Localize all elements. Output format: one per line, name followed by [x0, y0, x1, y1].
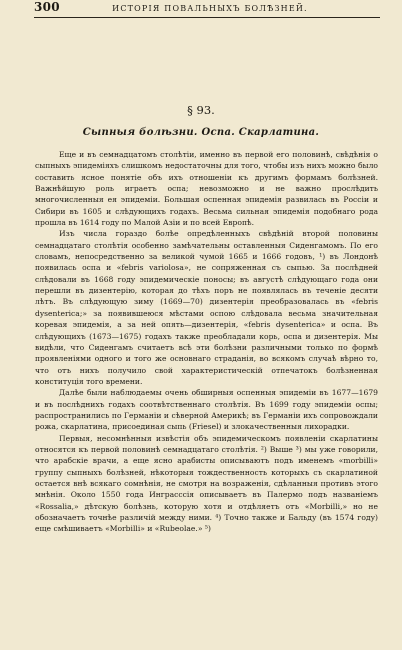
section-number: § 93. — [187, 103, 215, 117]
section-title: Сыпныя болѣзни. Оспа. Скарлатина. — [82, 127, 320, 138]
paragraph: Изъ числа гораздо болѣе опредѣленныхъ свѣдѣній второй половины семнадцатаго столѣтія особенно замѣчательны оставленныя Сиденгамомъ. По его словамъ, непосредственно за великой чумой 1665 и 1666 годовъ, ¹) въ Лондонѣ появилась оспа и «febris variolosa», не сопряженная съ сыпью. За послѣдней слѣдовали въ 1668 году эпидемическіе поносы; въ августѣ слѣдующаго года они перешли въ дизентерію, которая до тѣхъ поръ не появлялась въ теченіе десяти лѣтъ. Въ слѣдующую зиму (1669—70) дизентерія преобразовалась въ «febris dysenterica;» за появившеюся мѣстами оспою слѣдовала весьма значительная коревая эпидемія, а за ней опять—дизентерія, «febris dysenterica» и оспа. Въ слѣдующихъ (1673—1675) годахъ также преобладали корь, оспа и дизентерія. Мы видѣли, что Сиденгамъ считаетъ всѣ эти болѣзни различными только по формѣ проявленіями одного и того же основнаго страданія, во всякомъ случаѣ вѣрно то, что отъ нихъ получило свой характеристическій отпечатокъ болѣзненная конституція того времени. — [35, 229, 378, 386]
running-header — [34, 0, 380, 18]
paragraph: Еще и въ семнадцатомъ столѣтіи, именно въ первой его половинѣ, свѣдѣнія о сыпныхъ эпидеміяхъ слишкомъ недостаточны для того, чтобы изъ нихъ можно было составить ясное понятіе объ ихъ отношеніи къ другимъ формамъ болѣзней. Важнѣйшую роль играетъ оспа; невозможно и не важно прослѣдить многочисленныя ея эпидеміи. Большая оспенная эпидемія развилась въ Россіи и Сибири въ 1605 и слѣдующихъ годахъ. Весьма сильная эпидемія подобнаго рода прошла въ 1614 году по Малой Азіи и по всей Европѣ. — [35, 150, 378, 228]
running-title: ИСТОРІЯ ПОВАЛЬНЫХЪ БОЛѢЗНЕЙ. — [112, 4, 308, 13]
body-text — [35, 149, 378, 535]
paragraph: Далѣе были наблюдаемы очень обширныя оспенныя эпидеміи въ 1677—1679 и въ послѣднихъ годахъ соотвѣтственнаго столѣтія. Въ 1699 году эпидеміи оспы; распространились по Германіи и сѣверной Америкѣ; въ Германіи ихъ сопровождали рожа, скарлатина, присоединая сыпь (Friesel) и злокачественныя лихорадки. — [35, 388, 378, 432]
page-number: 300 — [34, 0, 60, 14]
paragraph: Первыя, несомнѣнныя извѣстія объ эпидемическомъ появленіи скарлатины относятся къ первой половинѣ семнадцатаго столѣтія. ²) Выше ³) мы уже говорили, что арабскіе врачи, а еще ясно арабисты описываютъ подъ именемъ «morbilli» группу сыпныхъ болѣзней, нѣкоторыя тождественность которыхъ съ скарлатиной остается внѣ всякаго сомнѣнія, не смотря на возраженія, сдѣланныя противъ этого мнѣнія. Около 1550 года Инграсссія описываетъ въ Палермо подъ названіемъ «Rossalia,» дѣтскую болѣзнь, которую хотя и отдѣляетъ отъ «Morbilli,» но не обозначаетъ точнѣе различій между ними. ⁴) Точно также и Бальду (въ 1574 году) еще смѣшиваетъ «Morbilli» и «Rubeolae.» ⁵) — [35, 433, 378, 534]
